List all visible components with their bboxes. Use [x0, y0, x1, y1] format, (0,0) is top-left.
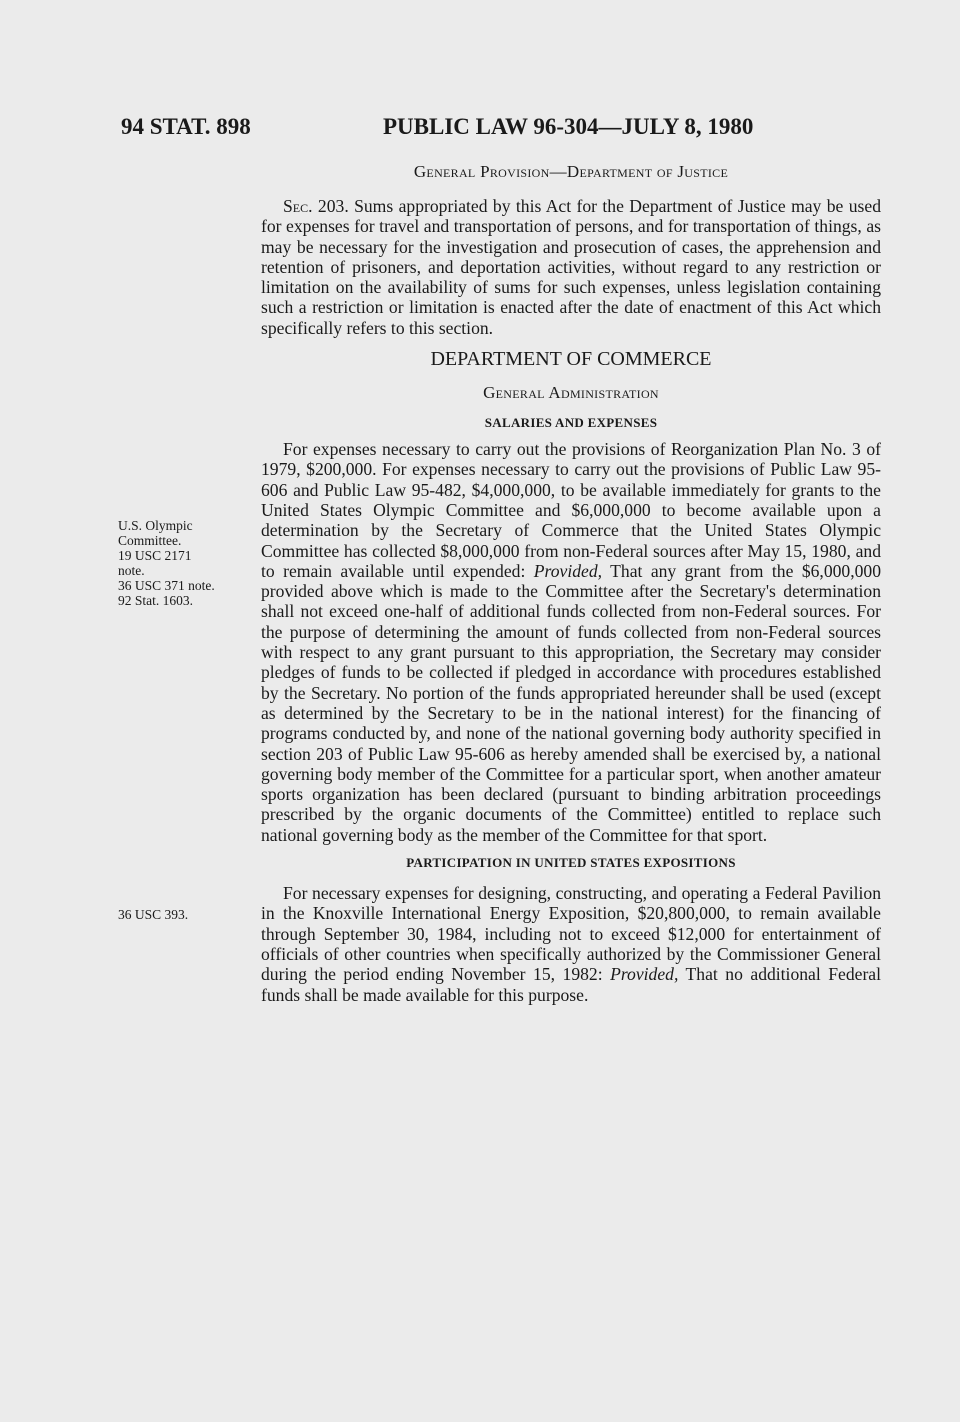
margin-note-line: 36 USC 371 note.: [118, 578, 215, 593]
salaries-paragraph: [261, 439, 881, 845]
general-administration-heading: General Administration: [483, 383, 659, 403]
section-203-paragraph: [261, 196, 881, 338]
stat-reference: 94 STAT. 898: [121, 114, 251, 139]
section-203-text: 203. Sums appropriated by this Act for the Department of Justice may be used for expenses for travel and transportation of persons, and for transportation of things, as may be necessary for the investigation and prosecution of cases, the apprehension and retention of prisoners, and deportation activities, without regard to any restriction or limitation on the availability of sums for such expenses, unless legislation containing such a restriction or limitation is enacted after the date of enactment of this Act which specifically refers to this section.: [261, 196, 881, 338]
general-provision-heading: General Provision—Department of Justice: [413, 162, 729, 181]
law-title: PUBLIC LAW 96-304—JULY 8, 1980: [383, 114, 754, 139]
margin-note-line: note.: [118, 563, 145, 578]
expositions-paragraph: [261, 883, 881, 1005]
main-text-column: [261, 162, 881, 1005]
department-heading: DEPARTMENT OF COMMERCE: [430, 348, 712, 371]
salaries-text-part1: For expenses necessary to carry out the provisions of Reorganization Plan No. 3 of 1979, $200,000. For expenses necessary to carry out the provisions of Public Law 95-606 and Public Law 95-482, $4,000,000, to be available immediately for grants to the United States Olympic Committee and $6,000,000 to become available upon a determination by the Secretary of Commerce that the United States Olympic Committee has collected $8,000,000 from non-Federal sources after May 15, 1980, and to remain available until expended:: [261, 439, 881, 581]
margin-note-line: U.S. Olympic: [118, 518, 193, 533]
margin-note-usc393: 36 USC 393.: [118, 907, 189, 922]
margin-note-line: 19 USC 2171: [118, 548, 192, 563]
expositions-text-part1: For necessary expenses for designing, constructing, and operating a Federal Pavilion in the Knoxville International Energy Exposition, $20,800,000, to remain available through September 30, 1984, including not to exceed $12,000 for entertainment of officials of other countries when specifically authorized by the Commissioner General during the period ending November 15, 1982:: [261, 883, 881, 985]
expositions-heading: PARTICIPATION IN UNITED STATES EXPOSITIONS: [406, 855, 736, 871]
salaries-expenses-heading: SALARIES AND EXPENSES: [484, 415, 658, 431]
expositions-text-part2: That no additional Federal funds shall be made available for this purpose.: [261, 964, 881, 1005]
provided-italic: Provided,: [610, 964, 679, 985]
margin-note-line: Committee.: [118, 533, 182, 548]
sec-label: Sec.: [283, 196, 313, 216]
margin-note-olympic: [118, 518, 215, 608]
salaries-text-part2: That any grant from the $6,000,000 provided above which is made to the Committee after the Secretary's determination shall not exceed one-half of additional funds collected from non-Federal sources. For the purpose of determining the amount of funds collected from non-Federal sources with respect to any grant pursuant to this appropriation, the Secretary may consider pledges of funds to be collected if pledged in accordance with procedures established by the Secretary. No portion of the funds appropriated hereunder shall be used (except as determined by the Secretary to be in the national interest) for the financing of programs conducted by, and none of the national governing body authority specified in section 203 of Public Law 95-606 as hereby amended shall be exercised by, a national governing body member of the Committee for a particular sport, when another amateur sports organization has been declared (pursuant to binding arbitration proceedings prescribed by the organic documents of the Committee) entitled to replace such national governing body as the member of the Committee for that sport.: [261, 560, 882, 845]
provided-italic: Provided,: [533, 560, 603, 581]
margin-note-line: 92 Stat. 1603.: [118, 593, 194, 608]
